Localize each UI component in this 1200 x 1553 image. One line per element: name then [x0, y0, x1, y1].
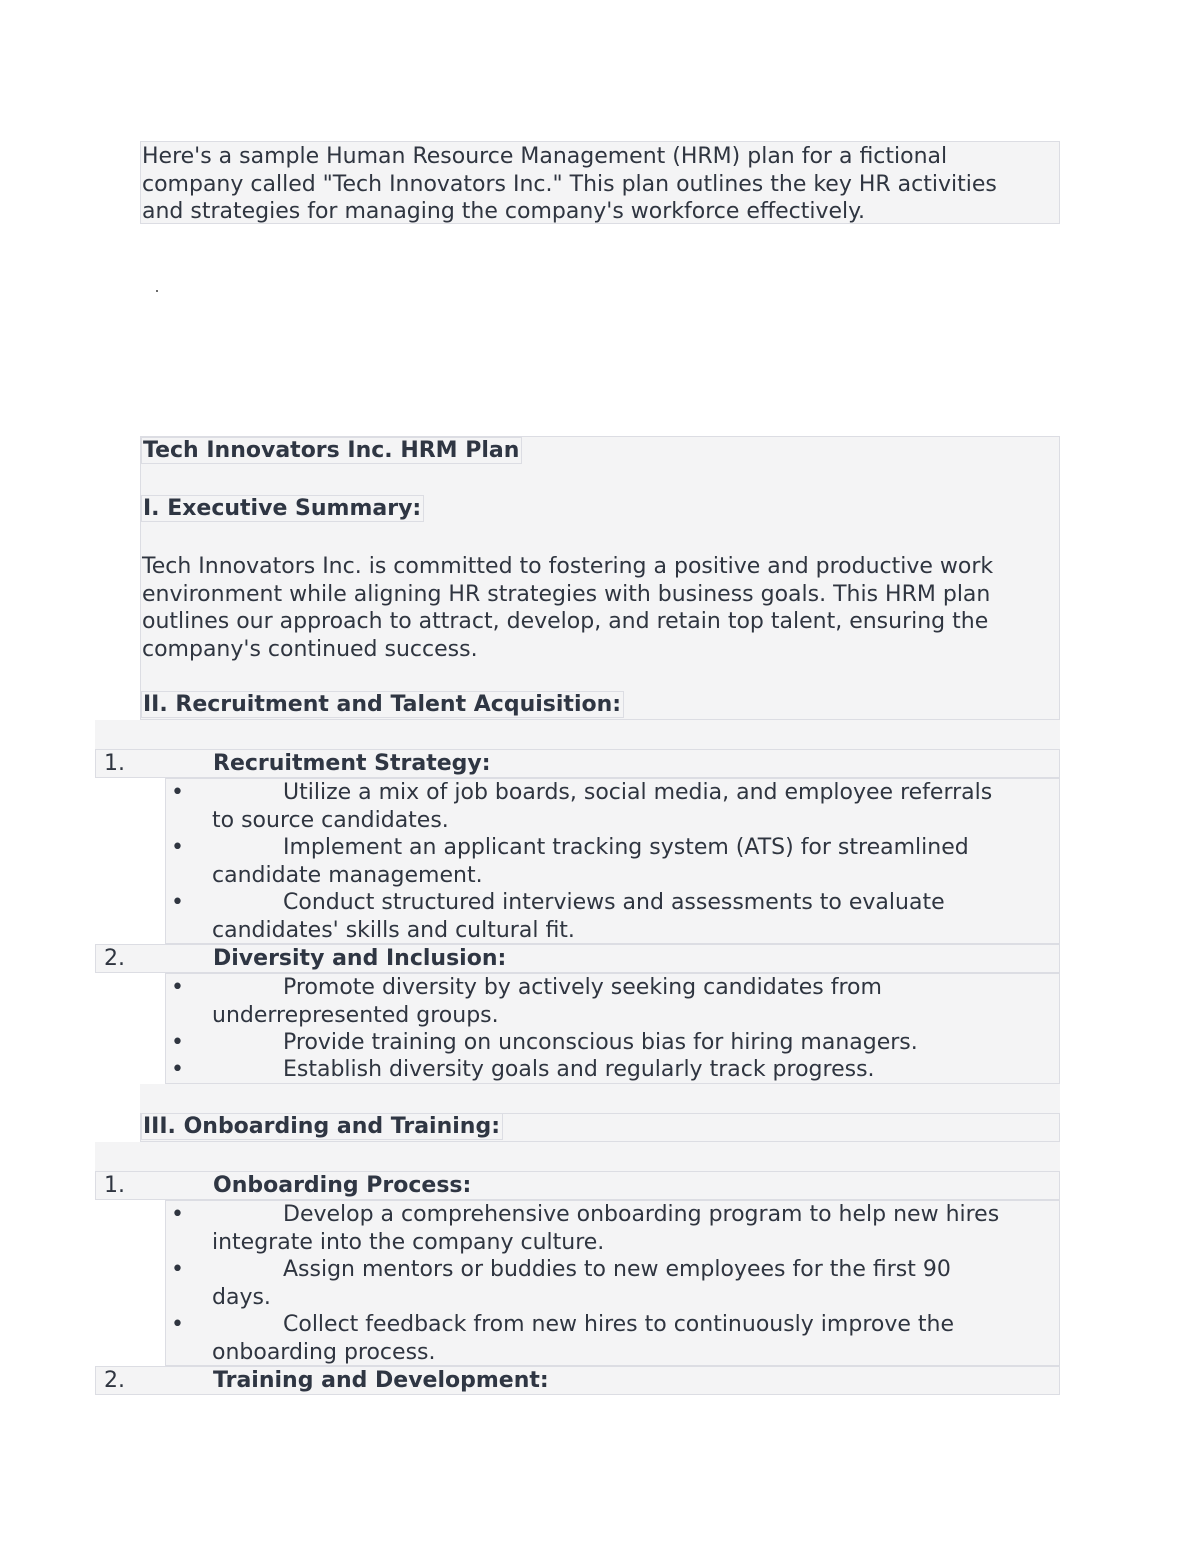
bullet-text: Collect feedback from new hires to continuously improve the	[283, 1312, 954, 1337]
spacer-band	[140, 1084, 1060, 1113]
bullet-text: underrepresented groups.	[212, 1002, 499, 1028]
list-number: 1.	[104, 751, 125, 776]
bullet-group	[165, 1200, 1060, 1366]
spacer-band	[95, 720, 1060, 749]
bullet-text: candidates' skills and cultural fit.	[212, 917, 575, 943]
bullet-text: Provide training on unconscious bias for hiring managers.	[283, 1030, 918, 1055]
bullet-icon: •	[171, 780, 184, 805]
bullet-icon: •	[171, 1030, 184, 1055]
plan-title	[141, 437, 522, 465]
bullet-icon: •	[171, 835, 184, 860]
section-heading-text: I. Executive Summary:	[141, 495, 424, 522]
bullet-icon: •	[171, 1257, 184, 1282]
list-number: 2.	[104, 1368, 125, 1393]
section-heading-text: III. Onboarding and Training:	[141, 1113, 503, 1140]
bullet-text: integrate into the company culture.	[212, 1229, 605, 1255]
list-item-row	[95, 749, 1060, 778]
list-item-title: Onboarding Process:	[213, 1173, 472, 1198]
summary-line: company's continued success.	[142, 636, 478, 662]
executive-summary-paragraph	[142, 553, 993, 663]
bullet-icon: •	[171, 1057, 184, 1082]
summary-line: environment while aligning HR strategies with business goals. This HRM plan	[142, 581, 991, 607]
summary-line: outlines our approach to attract, develop, and retain top talent, ensuring the	[142, 609, 989, 634]
section-heading-recruitment	[141, 691, 624, 719]
bullet-text: Establish diversity goals and regularly track progress.	[283, 1057, 875, 1082]
list-item-row	[95, 1366, 1060, 1395]
section-heading-executive-summary	[141, 495, 424, 523]
bullet-group	[165, 973, 1060, 1084]
intro-paragraph	[140, 141, 1060, 224]
list-item-title: Recruitment Strategy:	[213, 751, 491, 776]
bullet-text: Assign mentors or buddies to new employees for the first 90	[283, 1257, 951, 1282]
bullet-text: Promote diversity by actively seeking candidates from	[283, 975, 882, 1000]
list-item-row	[95, 944, 1060, 973]
bullet-text: to source candidates.	[212, 807, 449, 833]
plan-title-text: Tech Innovators Inc. HRM Plan	[141, 437, 522, 464]
bullet-icon: •	[171, 975, 184, 1000]
stray-dot	[156, 290, 158, 292]
bullet-text: Utilize a mix of job boards, social media, and employee referrals	[283, 780, 993, 805]
list-item-title: Training and Development:	[213, 1368, 549, 1393]
section-heading-text: II. Recruitment and Talent Acquisition:	[141, 691, 624, 718]
bullet-text: candidate management.	[212, 862, 483, 888]
bullet-text: Implement an applicant tracking system (ATS) for streamlined	[283, 835, 969, 860]
intro-line: company called "Tech Innovators Inc." This plan outlines the key HR activities	[142, 171, 997, 197]
list-item-title: Diversity and Inclusion:	[213, 946, 507, 971]
bullet-text: Develop a comprehensive onboarding program to help new hires	[283, 1202, 1000, 1227]
bullet-icon: •	[171, 1312, 184, 1337]
list-number: 2.	[104, 946, 125, 971]
intro-line: and strategies for managing the company's workforce effectively.	[142, 199, 866, 224]
bullet-text: onboarding process.	[212, 1339, 436, 1365]
bullet-icon: •	[171, 890, 184, 915]
bullet-text: Conduct structured interviews and assessments to evaluate	[283, 890, 945, 915]
intro-line: Here's a sample Human Resource Management (HRM) plan for a fictional	[142, 144, 948, 169]
section-heading-onboarding	[141, 1113, 503, 1141]
bullet-text: days.	[212, 1284, 271, 1310]
spacer-band	[95, 1142, 1060, 1171]
list-item-row	[95, 1171, 1060, 1200]
summary-line: Tech Innovators Inc. is committed to fostering a positive and productive work	[142, 554, 994, 579]
bullet-group	[165, 778, 1060, 944]
bullet-icon: •	[171, 1202, 184, 1227]
list-number: 1.	[104, 1173, 125, 1198]
